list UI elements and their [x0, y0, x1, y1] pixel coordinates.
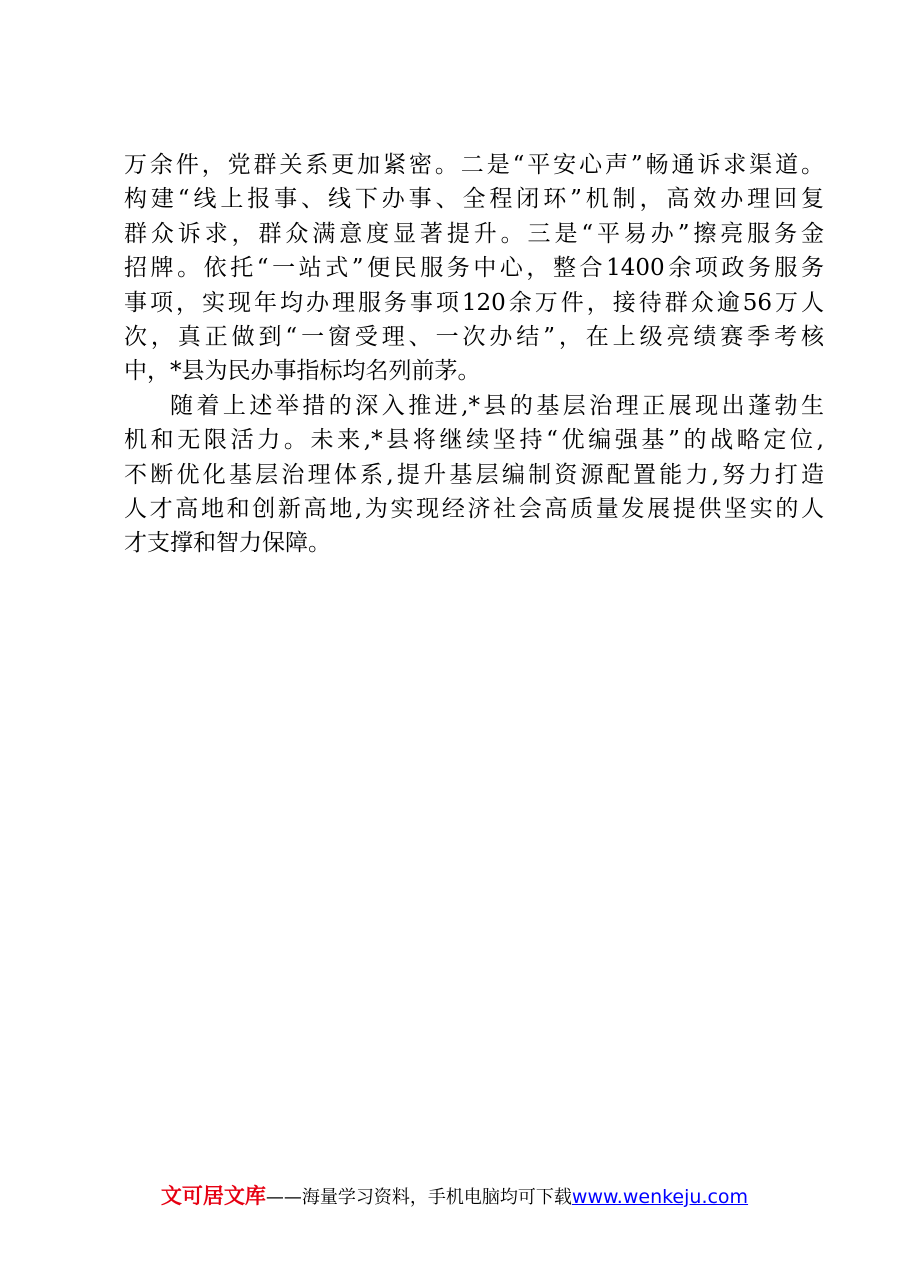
- footer-slogan: ——海量学习资料，手机电脑均可下载: [265, 1187, 572, 1208]
- brand-name: 文可居文库: [160, 1184, 266, 1208]
- page-footer: [0, 1182, 909, 1212]
- text-line: 构建“线上报事、线下办事、全程闭环”机制，高效办理回复: [124, 186, 824, 213]
- text-line: 随着上述举措的深入推进,*县的基层治理正展现出蓬勃生: [170, 392, 824, 419]
- text-line: 万余件，党群关系更加紧密。二是“平安心声”畅通诉求渠道。: [124, 152, 824, 178]
- text-line: 事项，实现年均办理服务事项120余万件，接待群众逾56万人: [124, 289, 824, 316]
- paragraph-2: [124, 389, 824, 561]
- text-line: 次，真正做到“一窗受理、一次办结”，在上级亮绩赛季考核: [124, 323, 824, 350]
- text-line: 人才高地和创新高地,为实现经济社会高质量发展提供坚实的人: [124, 495, 824, 522]
- text-line: 才支撑和智力保障。: [124, 530, 331, 557]
- document-body: [124, 148, 824, 561]
- site-link[interactable]: www.wenkeju.com: [571, 1186, 749, 1208]
- text-line: 招牌。依托“一站式”便民服务中心，整合1400余项政务服务: [124, 255, 824, 282]
- paragraph-1: [124, 148, 824, 389]
- text-line: 不断优化基层治理体系,提升基层编制资源配置能力,努力打造: [124, 461, 824, 488]
- text-line: 机和无限活力。未来,*县将继续坚持“优编强基”的战略定位,: [124, 427, 824, 454]
- text-line: 群众诉求，群众满意度显著提升。三是“平易办”擦亮服务金: [124, 220, 824, 247]
- text-line: 中，*县为民办事指标均名列前茅。: [124, 358, 481, 385]
